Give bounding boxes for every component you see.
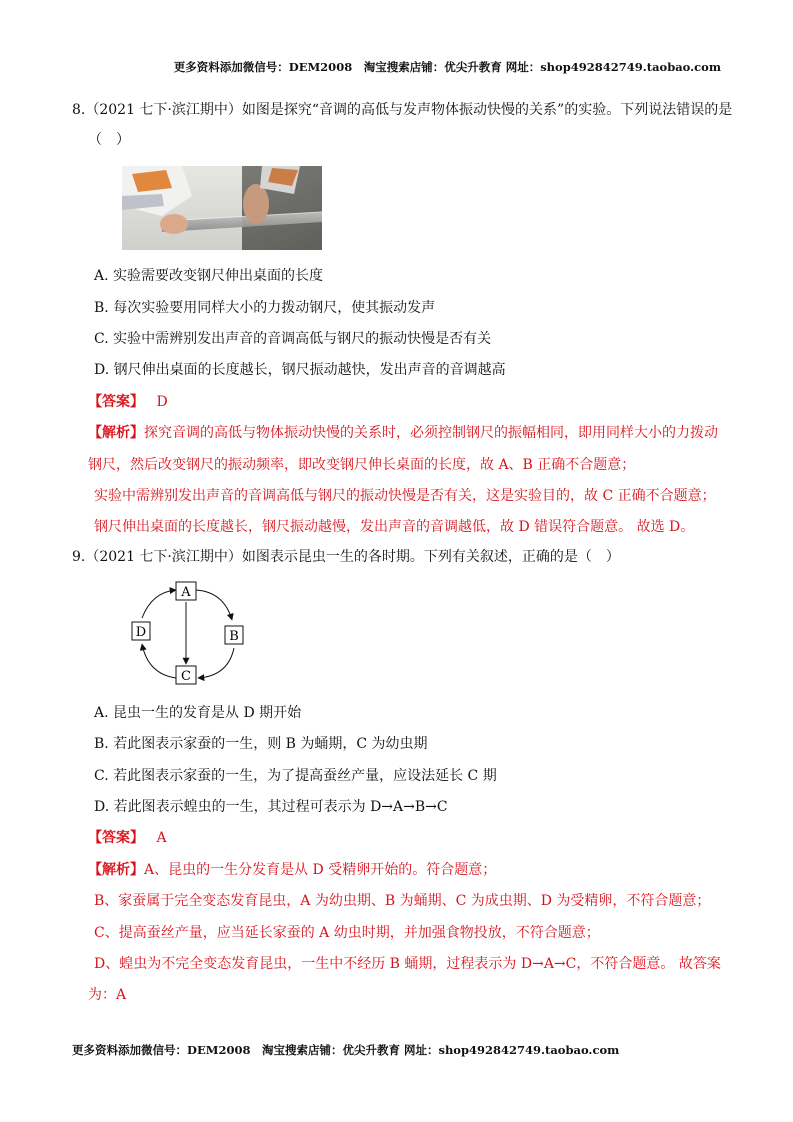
q8-option-a: A. 实验需要改变钢尺伸出桌面的长度 bbox=[94, 268, 324, 284]
q8-stem: 8.（2021 七下·滨江期中）如图是探究“音调的高低与发声物体振动快慢的关系”的实验。下列说法错误的是 bbox=[72, 102, 733, 118]
q9-option-c: C. 若此图表示家蚕的一生，为了提高蚕丝产量，应设法延长 C 期 bbox=[94, 768, 497, 784]
q8-analysis-line-3: 实验中需辨别发出声音的音调高低与钢尺的振动快慢是否有关，这是实验目的，故 C 正确不合题意； bbox=[94, 488, 716, 504]
page-header: 更多资料添加微信号：DEM2008 淘宝搜索店铺：优尖升教育 网址：shop492842749.taobao.com bbox=[173, 60, 721, 74]
svg-text:D: D bbox=[135, 625, 147, 640]
svg-text:B: B bbox=[229, 629, 239, 644]
q8-option-d: D. 钢尺伸出桌面的长度越长，钢尺振动越快，发出声音的音调越高 bbox=[94, 362, 506, 378]
q8-option-c: C. 实验中需辨别发出声音的音调高低与钢尺的振动快慢是否有关 bbox=[94, 331, 492, 347]
arrow-a-to-b bbox=[196, 590, 232, 620]
q9-analysis-line-4: D、蝗虫为不完全变态发育昆虫，一生中不经历 B 蛹期，过程表示为 D→A→C，不符合题意。 故答案 bbox=[94, 956, 721, 972]
svg-text:A: A bbox=[181, 585, 191, 600]
q9-answer-value: A bbox=[156, 830, 167, 846]
insect-life-cycle-diagram bbox=[122, 578, 252, 690]
q9-analysis-line-1 bbox=[88, 861, 496, 879]
q8-analysis-text-1: 探究音调的高低与物体振动快慢的关系时，必须控制钢尺的振幅相同，即用同样大小的力拨动 bbox=[144, 425, 718, 441]
q8-analysis-line-2: 钢尺，然后改变钢尺的振动频率，即改变钢尺伸长桌面的长度，故 A、B 正确不合题意； bbox=[88, 457, 636, 473]
q9-analysis-line-3: C、提高蚕丝产量，应当延长家蚕的 A 幼虫时期，并加强食物投放，不符合题意； bbox=[94, 925, 600, 941]
arrow-d-to-a bbox=[142, 590, 176, 618]
q8-analysis-tag: 【解析】 bbox=[88, 425, 144, 441]
q9-option-b: B. 若此图表示家蚕的一生，则 B 为蛹期，C 为幼虫期 bbox=[94, 736, 428, 752]
q9-option-a: A. 昆虫一生的发育是从 D 期开始 bbox=[94, 705, 302, 721]
q8-analysis-line-1 bbox=[88, 424, 718, 442]
q8-answer-value: D bbox=[156, 394, 168, 410]
q9-analysis-line-2: B、家蚕属于完全变态发育昆虫，A 为幼虫期、B 为蛹期、C 为成虫期、D 为受精卵，不符合题意； bbox=[94, 893, 711, 909]
q8-paren: （ ） bbox=[88, 132, 130, 148]
steel-ruler-photo-icon bbox=[122, 166, 322, 250]
q8-answer-tag: 【答案】 bbox=[88, 394, 144, 410]
q9-analysis-tag: 【解析】 bbox=[88, 862, 144, 878]
page-footer: 更多资料添加微信号：DEM2008 淘宝搜索店铺：优尖升教育 网址：shop492842749.taobao.com bbox=[72, 1043, 620, 1057]
stage-box-c bbox=[176, 666, 196, 684]
stage-box-b bbox=[225, 626, 243, 644]
q9-stem: 9.（2021 七下·滨江期中）如图表示昆虫一生的各时期。下列有关叙述，正确的是（ ） bbox=[72, 549, 620, 565]
q8-analysis-line-4: 钢尺伸出桌面的长度越长，钢尺振动越慢，发出声音的音调越低，故 D 错误符合题意。 故选 D。 bbox=[94, 519, 695, 535]
q8-option-b: B. 每次实验要用同样大小的力拨动钢尺，使其振动发声 bbox=[94, 300, 436, 316]
q9-analysis-line-5: 为：A bbox=[88, 987, 127, 1003]
stage-box-a bbox=[176, 582, 196, 600]
q9-answer-tag: 【答案】 bbox=[88, 830, 144, 846]
q8-experiment-photo bbox=[122, 166, 322, 250]
q9-option-d: D. 若此图表示蝗虫的一生，其过程可表示为 D→A→B→C bbox=[94, 799, 448, 815]
arrow-c-to-d bbox=[142, 644, 176, 678]
svg-text:C: C bbox=[181, 669, 191, 684]
arrow-b-to-c bbox=[198, 648, 234, 678]
q8-answer-row bbox=[88, 393, 168, 411]
stage-box-d bbox=[132, 622, 150, 640]
q9-answer-row bbox=[88, 829, 167, 847]
q9-analysis-text-1: A、昆虫的一生分发育是从 D 受精卵开始的。符合题意； bbox=[144, 862, 497, 878]
